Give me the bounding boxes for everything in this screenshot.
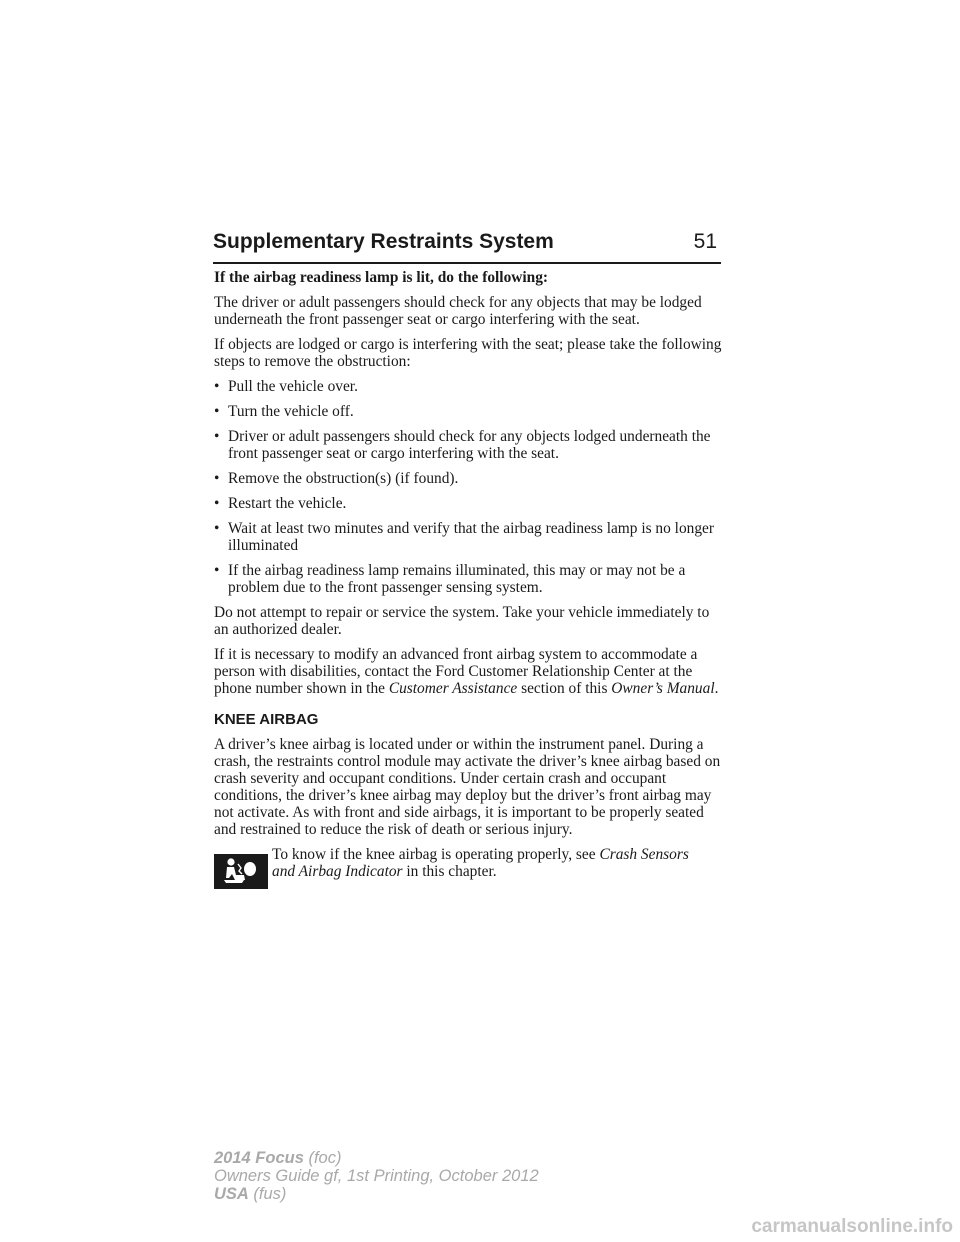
- page-content: [214, 269, 724, 886]
- site-watermark: carmanualsonline.info: [751, 1216, 953, 1237]
- section-title: Supplementary Restraints System: [213, 230, 554, 253]
- paragraph-knee-airbag: A driver’s knee airbag is located under or within the instrument panel. During a crash, the restraints control module may activate the driver’s knee airbag based on crash severity and occupant conditions. Under certain crash and occupant conditions, the driver’s knee airbag may deploy but the driver’s front airbag may not activate. As with front and side airbags, it is important to be properly seated and restrained to reduce the risk of death or serious injury.: [214, 736, 721, 838]
- list-item: [214, 520, 724, 554]
- model-name: 2014 Focus: [214, 1149, 304, 1167]
- list-item: [214, 495, 724, 512]
- bullet-marker: •: [214, 495, 220, 512]
- list-item-text: Wait at least two minutes and verify that the airbag readiness lamp is no longer illuminated: [228, 520, 714, 554]
- paragraph-text: section of this: [517, 680, 612, 697]
- crash-sensors-reference: Crash Sensors and Airbag Indicator: [272, 846, 689, 880]
- market-name: USA: [214, 1185, 249, 1203]
- steps-list: [214, 378, 724, 596]
- bullet-marker: •: [214, 562, 220, 579]
- page-header: [213, 228, 721, 264]
- knee-airbag-heading: KNEE AIRBAG: [214, 711, 319, 728]
- list-item-text: Turn the vehicle off.: [228, 403, 354, 420]
- owners-manual-reference: Owner’s Manual: [611, 680, 715, 697]
- bullet-marker: •: [214, 470, 220, 487]
- footer-line-model: [214, 1149, 539, 1167]
- bullet-marker: •: [214, 378, 220, 395]
- list-item: [214, 403, 724, 420]
- paragraph-text: .: [714, 680, 719, 697]
- paragraph-text: To know if the knee airbag is operating properly, see: [272, 846, 600, 863]
- list-item: [214, 378, 724, 395]
- paragraph-do-not-repair: Do not attempt to repair or service the system. Take your vehicle immediately to an authorized dealer.: [214, 604, 710, 638]
- lead-instruction: If the airbag readiness lamp is lit, do the following:: [214, 269, 549, 286]
- list-item-text: Driver or adult passengers should check for any objects lodged underneath the front passenger seat or cargo interfering with the seat.: [228, 428, 711, 462]
- list-item-text: Remove the obstruction(s) (if found).: [228, 470, 459, 487]
- airbag-indicator-note: [214, 846, 724, 886]
- print-footer: [214, 1149, 539, 1203]
- airbag-indicator-text: [272, 846, 712, 880]
- paragraph-check-objects: The driver or adult passengers should check for any objects that may be lodged underneath the front passenger seat or cargo interfering with the seat.: [214, 294, 702, 328]
- bullet-marker: •: [214, 520, 220, 537]
- paragraph-remove-obstruction: If objects are lodged or cargo is interfering with the seat; please take the following steps to remove the obstruction:: [214, 336, 722, 370]
- list-item: [214, 470, 724, 487]
- bullet-marker: •: [214, 428, 220, 445]
- paragraph-text: in this chapter.: [402, 863, 497, 880]
- list-item-text: Restart the vehicle.: [228, 495, 347, 512]
- airbag-indicator-icon: [214, 854, 268, 889]
- paragraph-text: If it is necessary to modify an advanced front airbag system to accommodate a person with disabilities, contact the Ford Customer Relationship Center at the phone number shown in the: [214, 646, 698, 697]
- list-item: [214, 428, 724, 462]
- footer-line-market: [214, 1185, 539, 1203]
- page-number: 51: [693, 230, 717, 253]
- footer-line-edition: Owners Guide gf, 1st Printing, October 2012: [214, 1167, 539, 1185]
- paragraph-modify-airbag: [214, 646, 724, 697]
- bullet-marker: •: [214, 403, 220, 420]
- list-item: [214, 562, 724, 596]
- market-code: (fus): [248, 1185, 287, 1203]
- list-item-text: Pull the vehicle over.: [228, 378, 358, 395]
- customer-assistance-reference: Customer Assistance: [388, 680, 518, 697]
- list-item-text: If the airbag readiness lamp remains illuminated, this may or may not be a problem due to the front passenger sensing system.: [228, 562, 686, 596]
- model-code: (foc): [303, 1149, 342, 1167]
